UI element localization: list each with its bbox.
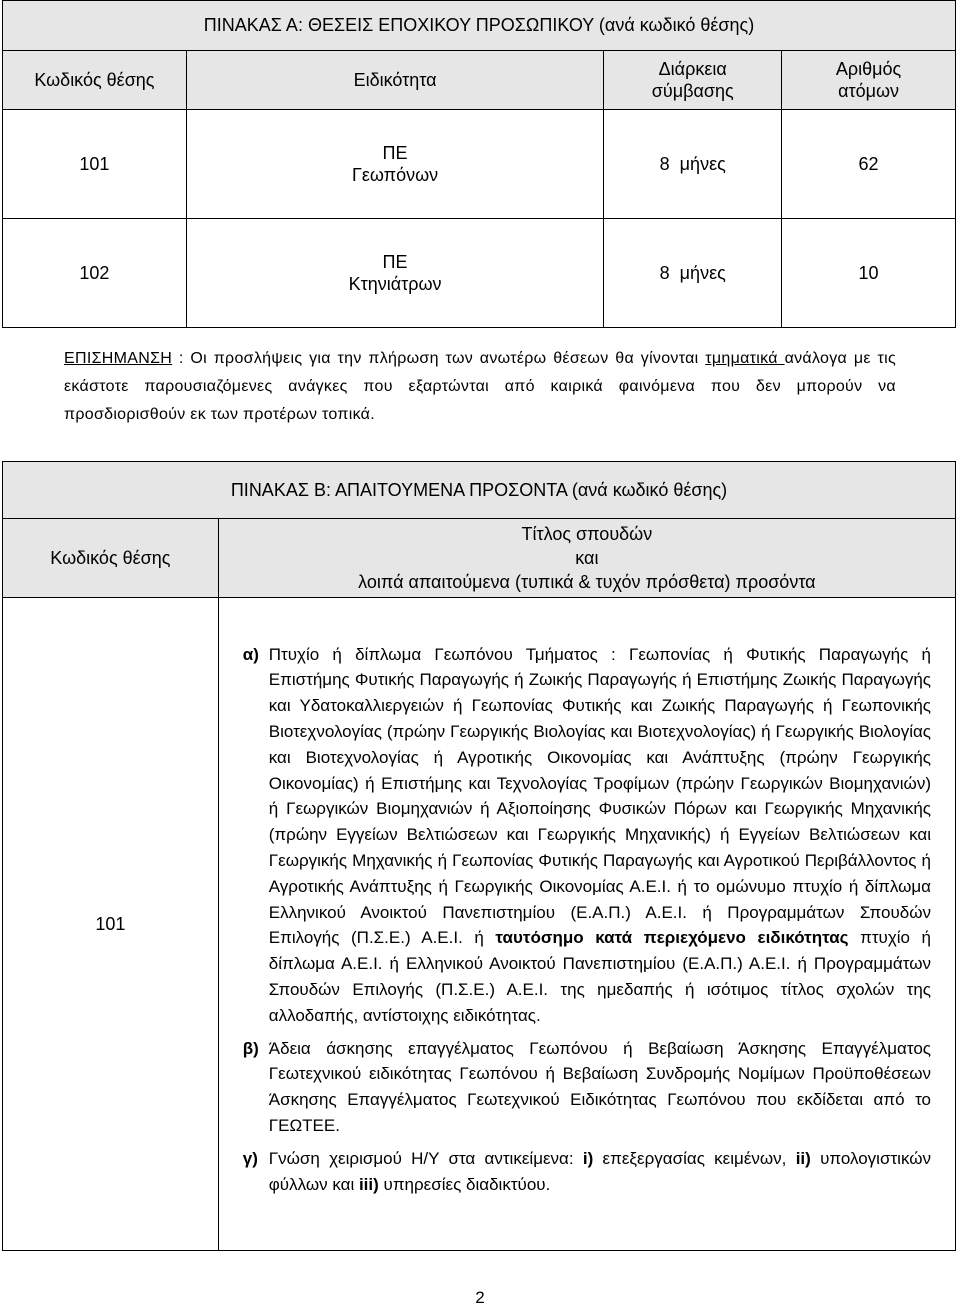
row-specialty — [186, 110, 603, 219]
row-specialty — [186, 219, 603, 328]
requirement-c-text-3: υπολογιστικών φύλλων και — [268, 1148, 932, 1194]
header-persons — [782, 51, 956, 110]
requirement-a-label: α) — [242, 644, 259, 664]
requirement-a-text-2: πτυχίο ή δίπλωμα Α.Ε.Ι. ή Ελληνικού Ανοικτού Πανεπιστημίου (Ε.Α.Π.) Α.Ε.Ι. ή Προγραμμάτων Σπουδών Επιλογής (Π.Σ.Ε.) Α.Ε.Ι. της ημεδαπής ή ισότιμος τίτλος σχολών της αλλοδαπής, αντίστοιχης ειδικότητας. — [268, 928, 931, 1025]
requirement-c-i: i) — [582, 1148, 594, 1168]
requirement-c-text-4: υπηρεσίες διαδικτύου. — [378, 1174, 551, 1194]
requirement-a — [243, 642, 931, 1029]
row-specialty-line1: ΠΕ — [382, 252, 408, 272]
note-underlined: τμηματικά — [705, 350, 785, 367]
row-code: 101 — [3, 110, 187, 219]
page-number: 2 — [475, 1288, 485, 1307]
header-persons-line2: ατόμων — [838, 81, 900, 101]
table-row — [3, 598, 956, 1251]
header-req-line3: λοιπά απαιτούμενα (τυπικά & τυχόν πρόσθετα) προσόντα — [358, 572, 816, 592]
requirement-b-text: Άδεια άσκησης επαγγέλματος Γεωπόνου ή Βεβαίωση Άσκησης Επαγγέλματος Γεωτεχνικού ειδικότητας Γεωπόνου ή Βεβαίωση Συνδρομής Νομίμων Προϋποθέσεων Άσκησης Επαγγέλματος Γεωτεχνικού Ειδικότητας Γεωπόνου που εκδίδεται από το ΓΕΩΤΕΕ. — [268, 1038, 931, 1135]
row-code: 101 — [3, 598, 219, 1251]
header-code: Κωδικός θέσης — [3, 51, 187, 110]
requirement-c-iii: iii) — [358, 1174, 379, 1194]
row-specialty-line2: Κτηνιάτρων — [348, 274, 442, 294]
requirement-c-label: γ) — [242, 1148, 258, 1168]
table-b-title: ΠΙΝΑΚΑΣ Β: ΑΠΑΙΤΟΥΜΕΝΑ ΠΡΟΣΟΝΤΑ (ανά κωδικό θέσης) — [3, 462, 956, 519]
row-duration: 8 μήνες — [604, 219, 782, 328]
row-specialty-line1: ΠΕ — [382, 143, 408, 163]
requirement-c-text-1: Γνώση χειρισμού Η/Υ στα αντικείμενα: — [268, 1148, 583, 1168]
header-persons-line1: Αριθμός — [835, 59, 902, 79]
note-paragraph — [64, 345, 896, 429]
requirement-c — [243, 1146, 931, 1198]
header-req-line1: Τίτλος σπουδών — [521, 524, 653, 544]
header-code: Κωδικός θέσης — [3, 519, 219, 598]
requirement-a-text-1: Πτυχίο ή δίπλωμα Γεωπόνου Τμήματος : Γεωπονίας ή Φυτικής Παραγωγής ή Επιστήμης Φυτικής Παραγωγής ή Ζωικής Παραγωγής ή Επιστήμης Ζωικής Παραγωγής και Υδατοκαλλιεργειών ή Γεωπονίας Φυτικής και Ζωικής Παραγωγής ή Γεωπονικής Βιοτεχνολογίας (πρώην Γεωργικής Βιολογίας και Βιοτεχνολογίας) ή Γεωργικής Βιολογίας και Βιοτεχνολογίας ή Αγροτικής Οικονομίας και Ανάπτυξης (πρώην Γεωργικής Οικονομίας) ή Επιστήμης και Τεχνολογίας Τροφίμων (πρώην Γεωργικών Βιομηχανιών) ή Γεωργικών Βιομηχανιών ή Αξιοποίησης Φυσικών Πόρων και Γεωργικής Μηχανικής (πρώην Εγγείων Βελτιώσεων και Γεωργικής Μηχανικής) ή Εγγείων Βελτιώσεων και Γεωργικής Μηχανικής ή Γεωπονίας Φυτικής Παραγωγής και Αγροτικού Περιβάλλοντος ή Αγροτικής Ανάπτυξης ή Γεωργικής Οικονομίας Α.Ε.Ι. ή το ομώνυμο πτυχίο ή δίπλωμα Ελληνικού Ανοικτού Πανεπιστημίου (Ε.Α.Π.) Α.Ε.Ι. ή Προγραμμάτων Σπουδών Επιλογής (Π.Σ.Ε.) Α.Ε.Ι. ή — [268, 644, 931, 948]
table-row — [3, 219, 956, 328]
header-duration-line2: σύμβασης — [651, 81, 734, 101]
row-specialty-line2: Γεωπόνων — [351, 165, 439, 185]
table-a-title: ΠΙΝΑΚΑΣ Α: ΘΕΣΕΙΣ ΕΠΟΧΙΚΟΥ ΠΡΟΣΩΠΙΚΟΥ (ανά κωδικό θέσης) — [3, 1, 956, 51]
note-label: ΕΠΙΣΗΜΑΝΣΗ — [64, 350, 173, 367]
qualifications-table — [2, 461, 956, 1251]
requirement-a-bold: ταυτόσημο κατά περιεχόμενο ειδικότητας — [495, 928, 849, 948]
row-persons: 62 — [782, 110, 956, 219]
requirement-c-ii: ii) — [795, 1148, 811, 1168]
table-row — [3, 110, 956, 219]
requirement-c-text-2: επεξεργασίας κειμένων, — [593, 1148, 796, 1168]
header-duration — [604, 51, 782, 110]
row-persons: 10 — [782, 219, 956, 328]
note-text-1: : Οι προσλήψεις για την πλήρωση των ανωτέρω θέσεων θα γίνονται — [172, 350, 706, 367]
row-duration: 8 μήνες — [604, 110, 782, 219]
header-specialty: Ειδικότητα — [186, 51, 603, 110]
requirement-b-label: β) — [242, 1038, 259, 1058]
note-text-2: ανάλογα με τις εκάστοτε παρουσιαζόμενες ανάγκες που εξαρτώνται από καιρικά φαινόμενα που δεν μπορούν να προσδιορισθούν εκ των προτέρων τοπικά. — [64, 350, 897, 423]
header-req-line2: και — [575, 548, 599, 568]
row-code: 102 — [3, 219, 187, 328]
row-requirements — [218, 598, 955, 1251]
header-requirements — [218, 519, 955, 598]
header-duration-line1: Διάρκεια — [658, 59, 727, 79]
requirement-b — [243, 1036, 931, 1139]
positions-table — [2, 0, 956, 328]
